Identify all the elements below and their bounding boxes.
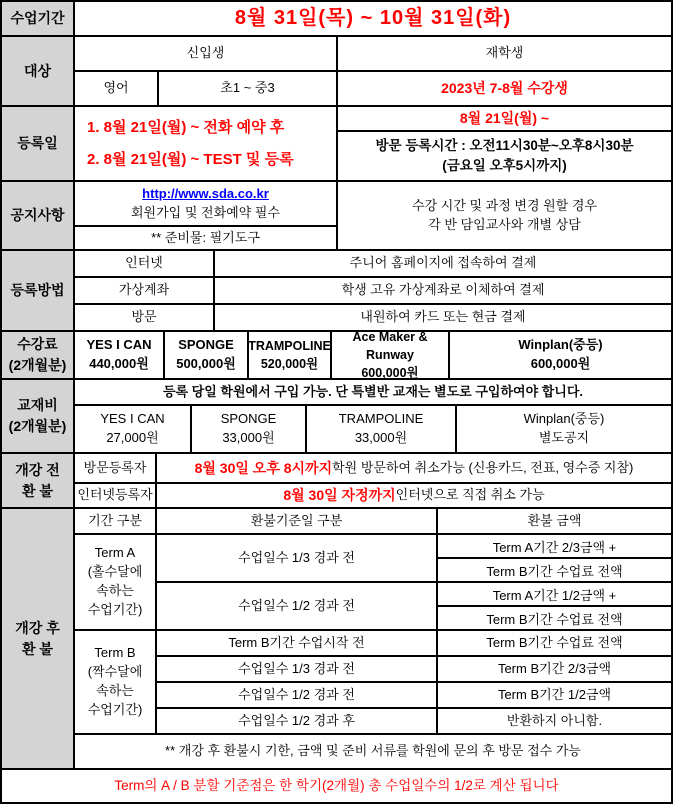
- target-new-student: 신입생: [75, 37, 338, 70]
- registration-step-1: 1. 8월 21일(월) ~ 전화 예약 후: [87, 119, 285, 136]
- term-a-name-line: 수업기간): [87, 601, 143, 617]
- textbook-item-price: 33,000원: [354, 430, 408, 445]
- tuition-item: [249, 332, 332, 378]
- textbook-item: [192, 406, 307, 452]
- row-footer: [2, 770, 671, 802]
- term-b-criteria: 수업일수 1/3 경과 전: [157, 657, 438, 681]
- tuition-item: [165, 332, 249, 378]
- term-a-criteria: 수업일수 1/2 경과 전: [157, 583, 438, 629]
- textbook-note: 등록 당일 학원에서 구입 가능. 단 특별반 교재는 별도로 구입하여야 합니다.: [75, 380, 671, 404]
- row-refund-before: [2, 454, 671, 509]
- row-target: [2, 37, 671, 107]
- refund-header-period: 기간 구분: [75, 509, 157, 533]
- term-a-group: [157, 535, 671, 583]
- tuition-item-name: Ace Maker & Runway: [352, 329, 428, 362]
- tuition-item: [75, 332, 165, 378]
- tuition-item-price: 600,000원: [530, 356, 591, 371]
- target-subject: 영어: [75, 72, 159, 105]
- tuition-item: [332, 329, 450, 381]
- refund-before-name: 방문등록자: [75, 454, 157, 482]
- label-reg-method: 등록방법: [2, 251, 75, 330]
- term-a-amount: Term A기간 1/2금액 +: [438, 583, 671, 607]
- refund-after-header: [75, 509, 671, 535]
- label-refund-before-line-1: 개강 전: [15, 461, 60, 478]
- label-registration-date: 등록일: [2, 107, 75, 180]
- label-textbook-line-1: 교재비: [17, 397, 58, 413]
- label-tuition-line-2: (2개월분): [8, 357, 67, 373]
- visit-hours-line-1: 방문 등록시간 : 오전11시30분~오후8시30분: [375, 138, 634, 154]
- textbook-item-name: YES I CAN: [100, 411, 165, 427]
- tuition-item-price: 520,000원: [260, 357, 319, 371]
- class-period-value: 8월 31일(목) ~ 10월 31일(화): [75, 2, 671, 35]
- registration-start-date: 8월 21일(월) ~: [338, 107, 671, 130]
- refund-before-row-visit: [75, 454, 671, 484]
- term-a-name-line: Term A: [94, 545, 136, 561]
- textbook-item-name: Winplan(중등): [523, 411, 605, 427]
- target-enrolled-student: 재학생: [338, 37, 671, 70]
- term-b-row: [157, 683, 671, 709]
- reg-method-desc: 주니어 홈페이지에 접속하여 결제: [215, 251, 671, 276]
- reg-method-desc: 내원하여 카드 또는 현금 결제: [215, 305, 671, 330]
- refund-header-criteria: 환불기준일 구분: [157, 509, 438, 533]
- term-a-amount: Term A기간 2/3금액 +: [438, 535, 671, 559]
- textbook-item-price: 33,000원: [222, 430, 275, 445]
- reg-method-desc: 학생 고유 가상계좌로 이체하여 결제: [215, 278, 671, 303]
- label-notice: 공지사항: [2, 182, 75, 249]
- textbook-item-name: TRAMPOLINE: [338, 411, 424, 427]
- schedule-change-line-2: 각 반 담임교사와 개별 상담: [428, 216, 581, 232]
- target-grade-range: 초1 ~ 중3: [159, 72, 338, 105]
- schedule-change-line-1: 수강 시간 및 과정 변경 원할 경우: [412, 197, 597, 213]
- term-b-amount: Term B기간 수업료 전액: [438, 631, 671, 655]
- row-notice: [2, 182, 671, 251]
- refund-before-desc: [157, 454, 671, 482]
- row-registration-date: [2, 107, 671, 182]
- refund-before-detail: 인터넷으로 직접 취소 가능: [395, 487, 545, 503]
- reg-method-name: 방문: [75, 305, 215, 330]
- textbook-item: [75, 406, 192, 452]
- footer-note: Term의 A / B 분할 기준점은 한 학기(2개월) 총 수업일수의 1/2로 계산 됩니다: [2, 770, 671, 802]
- label-tuition-line-1: 수강료: [17, 336, 58, 352]
- visit-hours-line-2: (금요일 오후5시까지): [442, 158, 567, 173]
- textbook-item-price: 별도공지: [538, 430, 590, 445]
- term-b-name-line: 수업기간): [87, 701, 143, 717]
- label-refund-before-line-2: 환 불: [22, 482, 53, 499]
- term-b-row: [157, 631, 671, 657]
- textbook-item: [307, 406, 457, 452]
- term-b-name-line: 속하는: [96, 683, 134, 698]
- label-refund-after-line-1: 개강 후: [15, 619, 60, 636]
- term-a-criteria: 수업일수 1/3 경과 전: [157, 535, 438, 581]
- refund-before-deadline: 8월 30일 오후 8시까지: [194, 459, 333, 476]
- tuition-item-price: 440,000원: [89, 356, 149, 371]
- row-refund-after: [2, 509, 671, 770]
- term-b-criteria: 수업일수 1/2 경과 전: [157, 683, 438, 707]
- textbook-item: [457, 406, 671, 452]
- row-textbook: [2, 380, 671, 454]
- term-b-amount: 반환하지 아니함.: [438, 709, 671, 733]
- tuition-item-name: YES I CAN: [86, 337, 152, 353]
- website-link[interactable]: http://www.sda.co.kr: [142, 185, 269, 201]
- term-b-amount: Term B기간 1/2금액: [438, 683, 671, 707]
- term-a-amount: Term B기간 수업료 전액: [486, 611, 623, 627]
- row-class-period: [2, 2, 671, 37]
- reg-method-name: 인터넷: [75, 251, 215, 276]
- term-a-name: [75, 535, 157, 629]
- registration-step-2: 2. 8월 21일(월) ~ TEST 및 등록: [87, 150, 294, 168]
- refund-before-name: 인터넷등록자: [75, 484, 157, 507]
- tuition-item-price: 500,000원: [176, 356, 236, 371]
- tuition-item-name: TRAMPOLINE: [248, 338, 331, 353]
- term-a-group: [157, 583, 671, 629]
- target-enrolled-detail: 2023년 7-8월 수강생: [338, 72, 671, 105]
- tuition-item: [450, 332, 671, 378]
- term-b-name-line: Term B: [94, 645, 136, 661]
- refund-term-a-block: [75, 535, 671, 631]
- term-b-name-line: (짝수달에: [87, 664, 143, 680]
- label-textbook-line-2: (2개월분): [8, 418, 67, 434]
- label-class-period: 수업기간: [2, 2, 75, 35]
- reg-method-row-virtual-account: [75, 278, 671, 305]
- term-a-amount: Term B기간 수업료 전액: [486, 563, 623, 579]
- supplies-note: ** 준비물: 필기도구: [75, 227, 336, 249]
- refund-before-row-internet: [75, 484, 671, 507]
- membership-note: 회원가입 및 전화예약 필수: [131, 204, 280, 220]
- row-reg-method: [2, 251, 671, 332]
- term-a-name-line: 속하는: [96, 583, 134, 598]
- row-tuition: [2, 329, 671, 381]
- textbook-item-name: SPONGE: [220, 411, 277, 427]
- term-a-name-line: (홀수달에: [87, 564, 143, 580]
- term-b-criteria: 수업일수 1/2 경과 후: [157, 709, 438, 733]
- reg-method-row-visit: [75, 305, 671, 330]
- term-b-row: [157, 709, 671, 733]
- refund-before-detail: 학원 방문하여 취소가능 (신용카드, 전표, 영수증 지참): [332, 459, 634, 475]
- refund-header-amount: 환불 금액: [438, 509, 671, 533]
- tuition-item-name: Winplan(중등): [518, 337, 603, 353]
- label-refund-after-line-2: 환 불: [22, 640, 53, 657]
- label-target: 대상: [2, 37, 75, 105]
- term-b-name: [75, 631, 157, 733]
- term-b-row: [157, 657, 671, 683]
- refund-term-b-block: [75, 631, 671, 735]
- term-b-criteria: Term B기간 수업시작 전: [157, 631, 438, 655]
- reg-method-name: 가상계좌: [75, 278, 215, 303]
- refund-after-note: ** 개강 후 환불시 기한, 금액 및 준비 서류를 학원에 문의 후 방문 접수 가능: [75, 735, 671, 768]
- textbook-item-price: 27,000원: [106, 430, 159, 445]
- tuition-item-name: SPONGE: [178, 337, 234, 353]
- term-b-amount: Term B기간 2/3금액: [438, 657, 671, 681]
- reg-method-row-internet: [75, 251, 671, 278]
- refund-before-desc: [157, 484, 671, 507]
- refund-before-deadline: 8월 30일 자정까지: [283, 487, 396, 504]
- tuition-item-price: 600,000원: [361, 366, 419, 381]
